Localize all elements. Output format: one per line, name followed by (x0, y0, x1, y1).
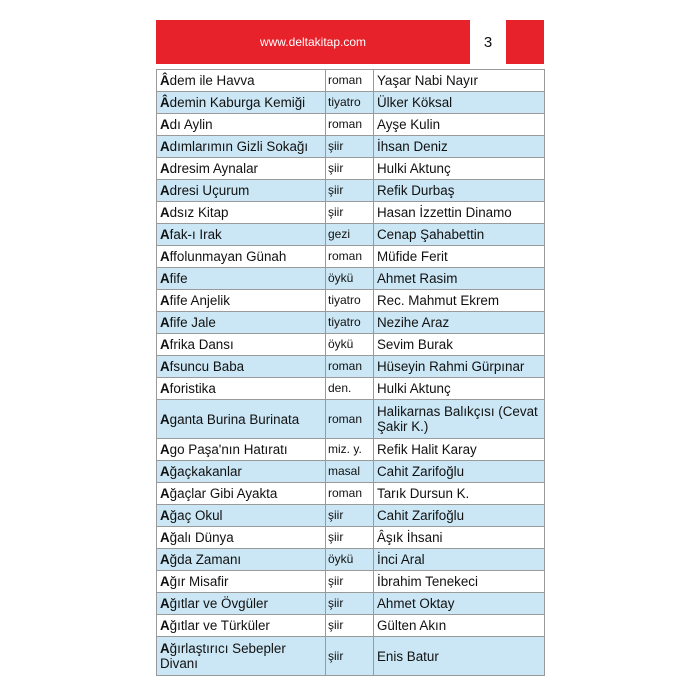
book-title (157, 593, 326, 615)
table-row (157, 549, 545, 571)
title-initial: A (160, 249, 170, 264)
book-genre: şiir (326, 158, 374, 180)
table-row (157, 527, 545, 549)
title-initial: A (160, 464, 170, 479)
title-initial: A (160, 117, 170, 132)
title-initial: A (160, 161, 170, 176)
book-author: Rec. Mahmut Ekrem (374, 290, 545, 312)
title-rest: ğır Misafir (169, 574, 229, 589)
title-rest: ğda Zamanı (169, 552, 242, 567)
book-author: Hulki Aktunç (374, 158, 545, 180)
book-title (157, 571, 326, 593)
title-rest: ğalı Dünya (169, 530, 234, 545)
title-rest: fife (169, 271, 188, 286)
book-author: Refik Durbaş (374, 180, 545, 202)
book-list-page (156, 20, 544, 671)
table-row (157, 312, 545, 334)
page-tab-marker (506, 20, 544, 64)
book-author: İnci Aral (374, 549, 545, 571)
book-genre: öykü (326, 334, 374, 356)
book-author: Tarık Dursun K. (374, 483, 545, 505)
book-title (157, 615, 326, 637)
title-initial: A (160, 359, 170, 374)
table-row (157, 92, 545, 114)
book-genre: tiyatro (326, 312, 374, 334)
book-genre: şiir (326, 180, 374, 202)
book-author: Enis Batur (374, 637, 545, 676)
title-rest: fak-ı Irak (169, 227, 222, 242)
book-table (156, 69, 545, 676)
book-title (157, 312, 326, 334)
title-initial: Â (160, 73, 170, 88)
title-initial: A (160, 508, 170, 523)
book-author: İbrahim Tenekeci (374, 571, 545, 593)
table-row (157, 268, 545, 290)
table-row (157, 246, 545, 268)
book-title (157, 268, 326, 290)
table-row (157, 180, 545, 202)
title-initial: A (160, 227, 170, 242)
book-genre: masal (326, 461, 374, 483)
book-title (157, 505, 326, 527)
title-initial: A (160, 596, 170, 611)
book-author: Sevim Burak (374, 334, 545, 356)
title-rest: ğaçlar Gibi Ayakta (169, 486, 278, 501)
book-title (157, 180, 326, 202)
table-row (157, 571, 545, 593)
book-genre: şiir (326, 505, 374, 527)
table-row (157, 439, 545, 461)
title-rest: fsuncu Baba (169, 359, 245, 374)
title-initial: A (160, 183, 170, 198)
title-rest: ğıtlar ve Türküler (169, 618, 270, 633)
title-initial: A (160, 574, 170, 589)
table-row (157, 70, 545, 92)
title-initial: A (160, 411, 170, 427)
title-initial: A (160, 486, 170, 501)
book-title (157, 549, 326, 571)
title-initial: A (160, 315, 170, 330)
book-title (157, 246, 326, 268)
table-row (157, 593, 545, 615)
book-author: Cahit Zarifoğlu (374, 505, 545, 527)
table-row (157, 158, 545, 180)
book-genre: şiir (326, 202, 374, 224)
book-author: Ayşe Kulin (374, 114, 545, 136)
book-title (157, 637, 326, 676)
title-rest: fife Anjelik (169, 293, 230, 308)
book-author: Cenap Şahabettin (374, 224, 545, 246)
table-row (157, 483, 545, 505)
book-title (157, 202, 326, 224)
title-initial: A (160, 337, 170, 352)
book-genre: miz. y. (326, 439, 374, 461)
book-author: Yaşar Nabi Nayır (374, 70, 545, 92)
book-genre: öykü (326, 268, 374, 290)
book-title (157, 136, 326, 158)
book-author: Refik Halit Karay (374, 439, 545, 461)
title-initial: A (160, 552, 170, 567)
book-author: Cahit Zarifoğlu (374, 461, 545, 483)
table-row (157, 136, 545, 158)
book-title (157, 439, 326, 461)
book-author: Hasan İzzettin Dinamo (374, 202, 545, 224)
book-genre: şiir (326, 571, 374, 593)
table-row (157, 378, 545, 400)
book-genre: roman (326, 483, 374, 505)
book-genre: roman (326, 114, 374, 136)
title-rest: fife Jale (169, 315, 216, 330)
book-title (157, 334, 326, 356)
title-rest: ğaç Okul (169, 508, 223, 523)
book-genre: tiyatro (326, 290, 374, 312)
book-genre: roman (326, 246, 374, 268)
table-row (157, 356, 545, 378)
title-rest: demin Kaburga Kemiği (169, 95, 306, 110)
book-genre: roman (326, 400, 374, 439)
book-author: Âşık İhsani (374, 527, 545, 549)
title-initial: A (160, 293, 170, 308)
book-title (157, 70, 326, 92)
book-title (157, 290, 326, 312)
title-rest: go Paşa'nın Hatıratı (169, 442, 288, 457)
book-title (157, 92, 326, 114)
book-author: Ahmet Oktay (374, 593, 545, 615)
table-row (157, 334, 545, 356)
table-row (157, 202, 545, 224)
book-author: Halikarnas Balıkçısı (Cevat Şakir K.) (374, 400, 545, 439)
title-rest: dımlarımın Gizli Sokağı (169, 139, 309, 154)
book-author: Nezihe Araz (374, 312, 545, 334)
book-title (157, 224, 326, 246)
title-rest: foristika (169, 381, 216, 396)
book-title (157, 158, 326, 180)
book-title (157, 356, 326, 378)
title-initial: A (160, 618, 170, 633)
table-row (157, 461, 545, 483)
book-author: Ülker Köksal (374, 92, 545, 114)
book-genre: şiir (326, 136, 374, 158)
book-genre: gezi (326, 224, 374, 246)
title-initial: A (160, 530, 170, 545)
title-initial: A (160, 205, 170, 220)
title-rest: ganta Burina Burinata (169, 411, 300, 427)
book-author: Hüseyin Rahmi Gürpınar (374, 356, 545, 378)
book-author: Müfide Ferit (374, 246, 545, 268)
book-title (157, 527, 326, 549)
page-header (156, 20, 544, 64)
book-genre: roman (326, 70, 374, 92)
book-genre: şiir (326, 527, 374, 549)
book-genre: den. (326, 378, 374, 400)
book-author: İhsan Deniz (374, 136, 545, 158)
title-rest: ğırlaştırıcı Sebepler Divanı (160, 641, 286, 671)
book-genre: öykü (326, 549, 374, 571)
title-rest: dem ile Havva (169, 73, 255, 88)
table-row (157, 637, 545, 676)
page-number: 3 (470, 20, 506, 64)
table-row (157, 114, 545, 136)
book-title (157, 400, 326, 439)
table-row (157, 290, 545, 312)
title-rest: dı Aylin (169, 117, 213, 132)
table-row (157, 224, 545, 246)
title-rest: dsız Kitap (169, 205, 229, 220)
title-initial: A (160, 139, 170, 154)
table-row (157, 505, 545, 527)
title-initial: A (160, 381, 170, 396)
book-genre: tiyatro (326, 92, 374, 114)
title-initial: A (160, 442, 170, 457)
title-rest: frika Dansı (169, 337, 234, 352)
book-genre: şiir (326, 615, 374, 637)
title-rest: ğıtlar ve Övgüler (169, 596, 268, 611)
title-rest: dresim Aynalar (169, 161, 258, 176)
book-author: Ahmet Rasim (374, 268, 545, 290)
title-initial: Â (160, 95, 170, 110)
title-initial: A (160, 271, 170, 286)
book-title (157, 114, 326, 136)
table-row (157, 615, 545, 637)
title-rest: ffolunmayan Günah (169, 249, 287, 264)
book-author: Gülten Akın (374, 615, 545, 637)
book-title (157, 378, 326, 400)
book-title (157, 461, 326, 483)
book-title (157, 483, 326, 505)
title-initial: A (160, 641, 170, 656)
book-genre: roman (326, 356, 374, 378)
table-row (157, 400, 545, 439)
book-genre: şiir (326, 593, 374, 615)
book-genre: şiir (326, 637, 374, 676)
title-rest: dresi Uçurum (169, 183, 250, 198)
book-author: Hulki Aktunç (374, 378, 545, 400)
site-url: www.deltakitap.com (156, 20, 470, 64)
title-rest: ğaçkakanlar (169, 464, 242, 479)
